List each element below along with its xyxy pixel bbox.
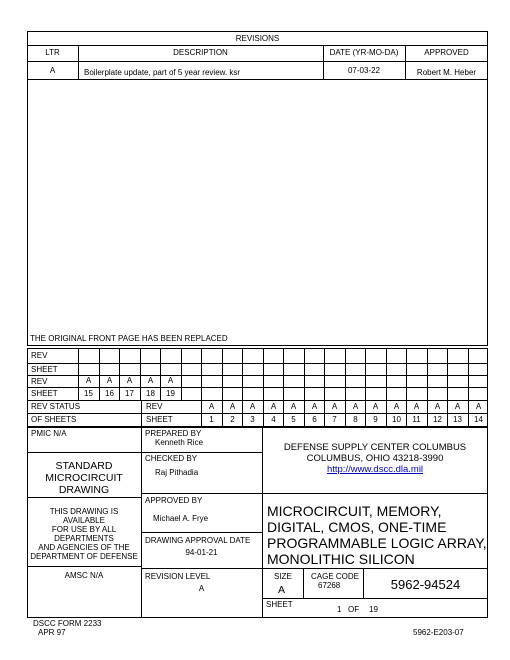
agency-url-cell <box>262 465 488 475</box>
sheet-of-label: OF <box>348 605 360 614</box>
date-header: DATE (YR-MO-DA) <box>329 48 399 57</box>
rev-status-cell: A <box>229 402 236 411</box>
grid-cell: A <box>85 376 92 385</box>
grid-cell: 18 <box>146 389 155 398</box>
rev-status-cell: A <box>413 402 420 411</box>
sheet-number-cell: 1 <box>209 415 214 424</box>
title-line-1: MICROCIRCUIT, MEMORY, <box>267 503 442 519</box>
availability-line-5: AND AGENCIES OF THE <box>38 543 130 552</box>
prepared-by-label: PREPARED BY <box>145 429 202 438</box>
grid-label-rev-1: REV <box>31 351 48 360</box>
ltr-header: LTR <box>45 48 60 57</box>
standard-drawing-line-3: DRAWING <box>58 484 110 496</box>
cage-code-label: CAGE CODE <box>311 572 360 581</box>
sheet-number-cell: 8 <box>353 415 358 424</box>
revision-description: Boilerplate update, part of 5 year review. ksr <box>84 68 241 77</box>
sheet-number-cell: 6 <box>312 415 317 424</box>
sheet-total: 19 <box>369 605 378 614</box>
sheet-number-cell: 7 <box>332 415 337 424</box>
checked-by-name: Raj Pithadia <box>155 468 199 477</box>
sheet-number-cell: 10 <box>392 415 401 424</box>
form-number: DSCC FORM 2233 <box>33 619 102 628</box>
agency-address: COLUMBUS, OHIO 43218-3990 <box>306 453 444 464</box>
pmic-label: PMIC N/A <box>31 429 67 438</box>
availability-line-6: DEPARTMENT OF DEFENSE <box>30 552 138 561</box>
revision-date: 07-03-22 <box>347 66 381 75</box>
sheet-number-cell: 9 <box>373 415 378 424</box>
grid-cell: 17 <box>125 389 134 398</box>
sheet-number-cell: 5 <box>291 415 296 424</box>
replaced-note: THE ORIGINAL FRONT PAGE HAS BEEN REPLACED <box>30 334 228 343</box>
revision-level-value: A <box>198 584 205 593</box>
sheet-number-cell: 2 <box>230 415 235 424</box>
title-line-4: MONOLITHIC SILICON <box>267 551 415 567</box>
document-code: 5962-E203-07 <box>413 628 464 637</box>
rev-status-cell: A <box>290 402 297 411</box>
title-line-3: PROGRAMMABLE LOGIC ARRAY, <box>267 535 487 551</box>
agency-name: DEFENSE SUPPLY CENTER COLUMBUS <box>283 442 467 453</box>
sheet-number-cell: 11 <box>412 415 421 424</box>
sheet-number-cell: 14 <box>474 415 483 424</box>
rev-status-label: REV STATUS <box>31 402 81 411</box>
revisions-title: REVISIONS <box>235 34 280 43</box>
drawing-number: 5962-94524 <box>390 577 461 592</box>
approved-by-label: APPROVED BY <box>145 496 203 505</box>
sheet-number: 1 <box>337 605 342 614</box>
agency-url-link[interactable]: http://www.dscc.dla.mil <box>326 464 424 475</box>
rev-label: REV <box>146 402 163 411</box>
rev-status-cell: A <box>434 402 441 411</box>
rev-status-cell: A <box>475 402 482 411</box>
form-date: APR 97 <box>38 628 66 637</box>
grid-cell: A <box>167 376 174 385</box>
revision-approved: Robert M. Heber <box>416 68 477 77</box>
grid-cell: A <box>126 376 133 385</box>
rev-status-cell: A <box>208 402 215 411</box>
rev-status-cell: A <box>352 402 359 411</box>
grid-cell: 15 <box>84 389 93 398</box>
description-header: DESCRIPTION <box>173 48 228 57</box>
cage-code-value: 67268 <box>318 581 341 590</box>
title-line-2: DIGITAL, CMOS, ONE-TIME <box>267 519 447 535</box>
availability-line-1: THIS DRAWING IS <box>49 507 119 516</box>
sheet-label: SHEET <box>146 415 173 424</box>
standard-drawing-line-1: STANDARD <box>55 460 113 472</box>
rev-status-cell: A <box>249 402 256 411</box>
sheet-number-cell: 3 <box>250 415 255 424</box>
approved-header: APPROVED <box>424 48 469 57</box>
approval-date-value: 94-01-21 <box>185 548 218 557</box>
grid-cell: A <box>106 376 113 385</box>
approval-date-label: DRAWING APPROVAL DATE <box>145 536 251 545</box>
availability-line-2: AVAILABLE <box>63 516 105 525</box>
revision-ltr: A <box>49 66 56 75</box>
sheet-number-cell: 12 <box>433 415 442 424</box>
grid-label-sheet-1: SHEET <box>31 365 58 374</box>
availability-line-3: FOR USE BY ALL <box>51 525 117 534</box>
size-value: A <box>278 584 286 596</box>
standard-drawing-line-2: MICROCIRCUIT <box>45 472 123 484</box>
of-sheets-label: OF SHEETS <box>31 415 77 424</box>
amsc-label: AMSC N/A <box>64 571 104 580</box>
revision-level-label: REVISION LEVEL <box>145 572 211 581</box>
sheet-number-cell: 4 <box>271 415 276 424</box>
size-label: SIZE <box>274 572 292 581</box>
prepared-by-name: Kenneth Rice <box>155 438 204 447</box>
grid-label-rev-2: REV <box>31 377 48 386</box>
availability-line-4: DEPARTMENTS <box>54 534 114 543</box>
grid-cell: 16 <box>105 389 114 398</box>
sheet-number-cell: 13 <box>453 415 462 424</box>
rev-status-cell: A <box>311 402 318 411</box>
grid-cell: A <box>147 376 154 385</box>
rev-status-cell: A <box>331 402 338 411</box>
grid-cell: 19 <box>166 389 175 398</box>
approved-by-name: Michael A. Frye <box>153 514 209 523</box>
rev-status-cell: A <box>270 402 277 411</box>
checked-by-label: CHECKED BY <box>145 454 198 463</box>
sheet-box-label: SHEET <box>266 600 293 609</box>
rev-status-cell: A <box>372 402 379 411</box>
rev-status-cell: A <box>454 402 461 411</box>
rev-status-cell: A <box>393 402 400 411</box>
grid-label-sheet-2: SHEET <box>31 389 58 398</box>
